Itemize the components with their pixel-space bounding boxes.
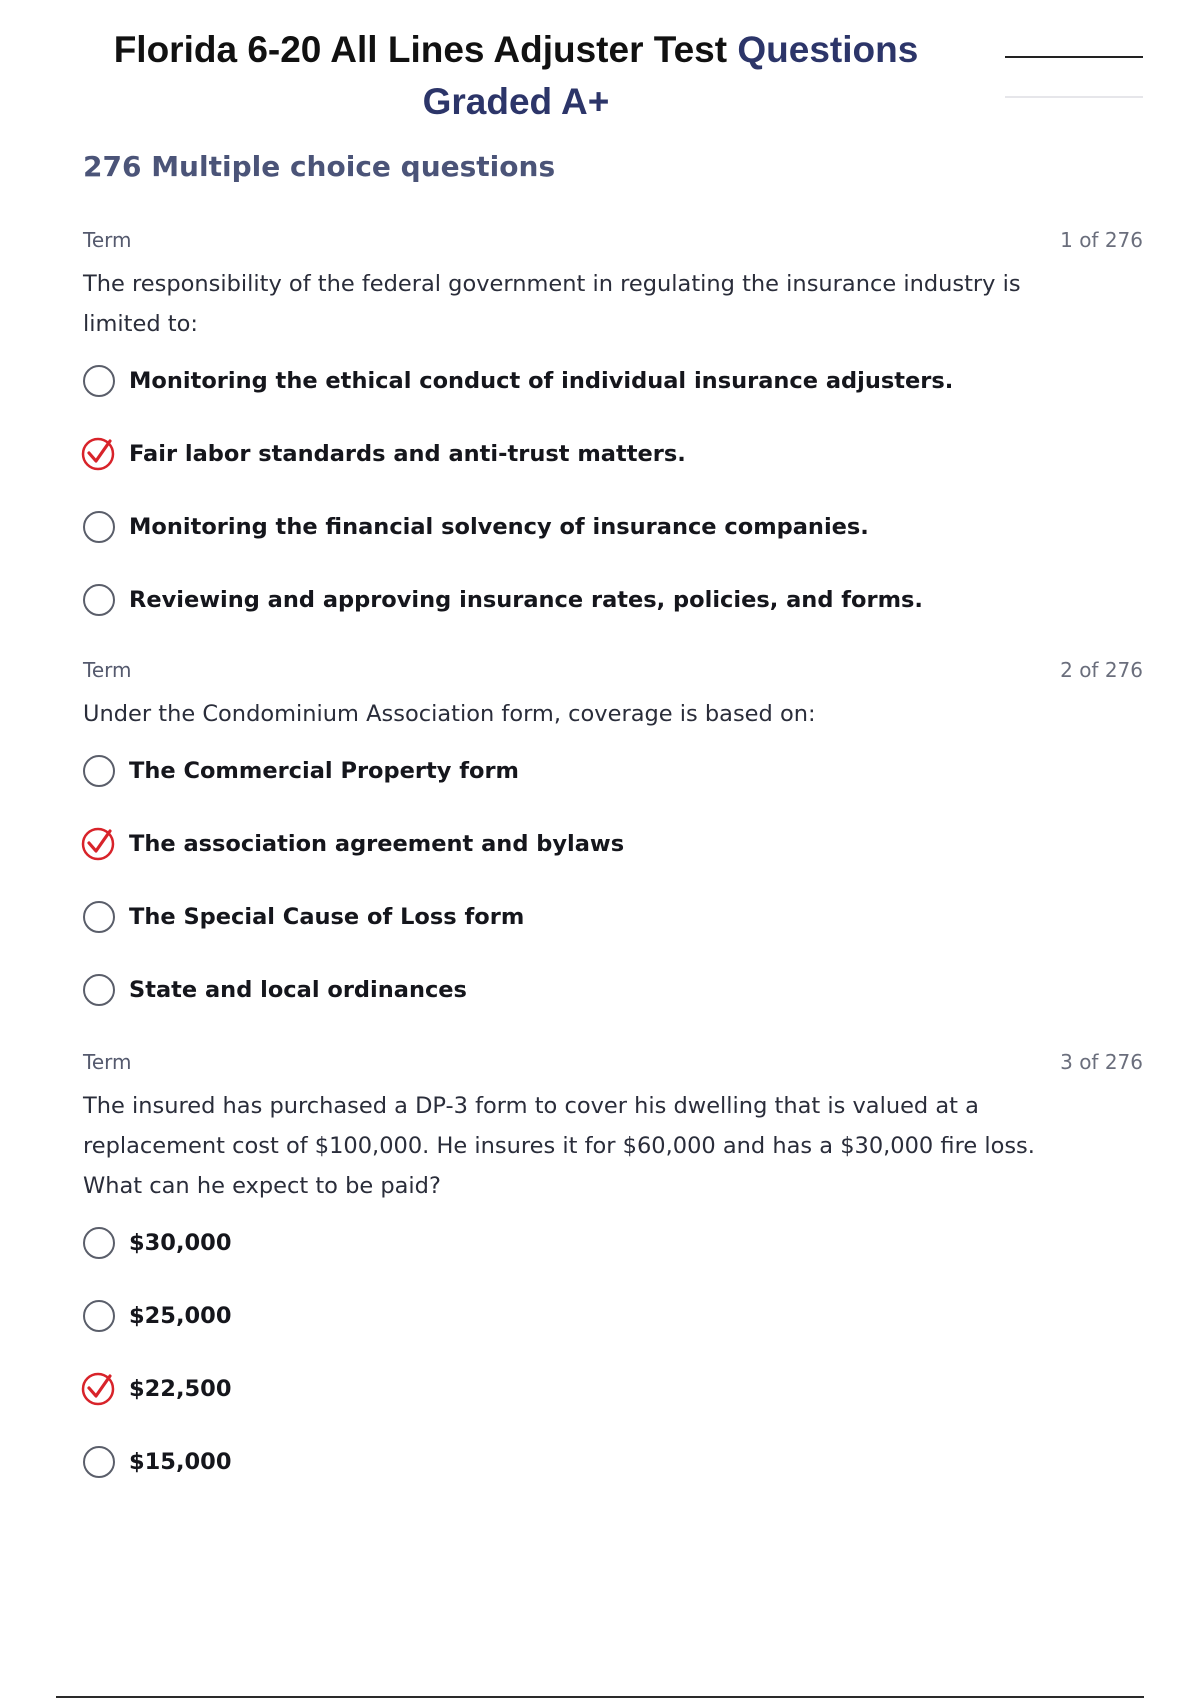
question-counter: 2 of 276 [1060,658,1143,682]
radio-circle-icon[interactable] [83,1300,115,1332]
answer-option-label: State and local ordinances [129,976,467,1003]
answer-option-label: $30,000 [129,1229,232,1256]
answer-options [83,734,1143,1026]
header-rule [1005,56,1143,58]
title-subline: Graded A+ [422,81,610,122]
question-text: Under the Condominium Association form, coverage is based on: [83,701,816,727]
answer-option[interactable] [83,490,1143,563]
answer-option[interactable] [83,1425,1143,1498]
radio-circle-icon[interactable] [83,974,115,1006]
answer-option[interactable] [83,953,1143,1026]
term-label: Term [83,228,132,252]
answer-option-label: Monitoring the ethical conduct of individual insurance adjusters. [129,367,954,394]
answer-option[interactable] [83,1352,1143,1425]
answer-option-label: Monitoring the financial solvency of insurance companies. [129,513,869,540]
answer-option-label: The association agreement and bylaws [129,830,625,857]
answer-option-label: Reviewing and approving insurance rates, policies, and forms. [129,586,923,613]
red-check-circle-icon [80,1371,116,1407]
radio-circle-icon[interactable] [83,1227,115,1259]
term-label: Term [83,658,132,682]
answer-option-label: The Commercial Property form [129,757,520,784]
question-card-3 [83,1050,1143,1498]
question-text: The responsibility of the federal government in regulating the insurance industry is limited to: [83,271,1021,337]
document-title [56,24,976,128]
title-accent: Questions [737,29,919,70]
radio-circle-icon[interactable] [83,584,115,616]
radio-circle-icon[interactable] [83,511,115,543]
term-label: Term [83,1050,132,1074]
red-check-circle-icon [80,436,116,472]
answer-option[interactable] [83,344,1143,417]
answer-options [83,344,1143,636]
answer-option[interactable] [83,1279,1143,1352]
radio-circle-icon[interactable] [83,755,115,787]
answer-option[interactable] [83,807,1143,880]
title-main: Florida 6-20 All Lines Adjuster Test [113,29,738,70]
answer-options [83,1206,1143,1498]
question-card-2 [83,658,1143,1026]
footer-rule [56,1696,1144,1698]
question-text: The insured has purchased a DP-3 form to cover his dwelling that is valued at a replacement cost of $100,000. He insures it for $60,000 and has a $30,000 fire loss. What can he expect to be paid? [83,1093,1035,1199]
answer-option[interactable] [83,563,1143,636]
answer-option-label: Fair labor standards and anti-trust matters. [129,440,686,467]
question-counter: 3 of 276 [1060,1050,1143,1074]
answer-option[interactable] [83,417,1143,490]
header-rule-light [1005,96,1143,98]
answer-option-label: $25,000 [129,1302,232,1329]
question-card-1 [83,228,1143,636]
answer-option[interactable] [83,1206,1143,1279]
question-counter: 1 of 276 [1060,228,1143,252]
answer-option-label: $15,000 [129,1448,232,1475]
radio-circle-icon[interactable] [83,901,115,933]
radio-circle-icon[interactable] [83,1446,115,1478]
answer-option-label: The Special Cause of Loss form [129,903,525,930]
red-check-circle-icon [80,826,116,862]
radio-circle-icon[interactable] [83,365,115,397]
answer-option[interactable] [83,880,1143,953]
answer-option[interactable] [83,734,1143,807]
question-count-heading: 276 Multiple choice questions [83,150,556,183]
answer-option-label: $22,500 [129,1375,232,1402]
